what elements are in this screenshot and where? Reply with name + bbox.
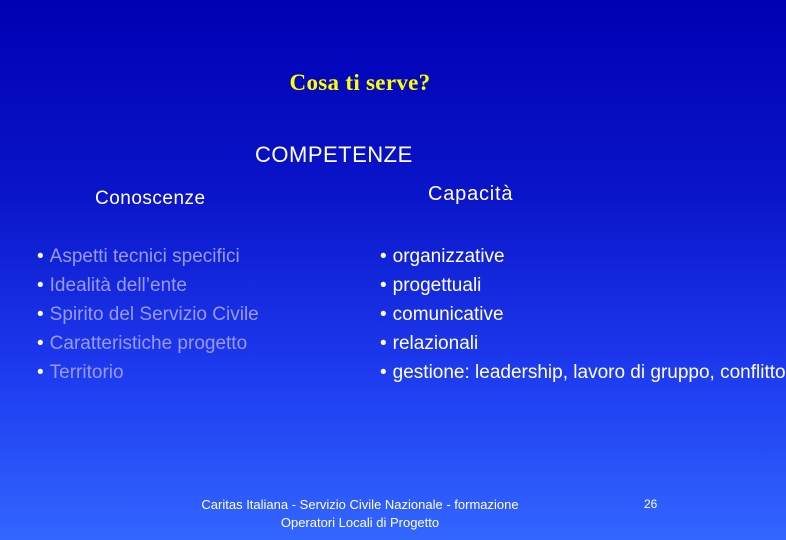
list-item: • progettuali: [380, 271, 680, 300]
page-number: 26: [644, 497, 658, 511]
conoscenze-list: [37, 242, 259, 387]
slide-title: Cosa ti serve?: [289, 70, 431, 95]
list-item: • gestione: leadership, lavoro di gruppo, conflitto: [380, 358, 680, 387]
list-item: • organizzative: [380, 242, 680, 271]
list-item: • comunicative: [380, 300, 680, 329]
list-item: • Aspetti tecnici specifici: [37, 242, 259, 271]
list-item: • Spirito del Servizio Civile: [37, 300, 259, 329]
capacita-heading: Capacità: [428, 183, 514, 205]
list-item: • Caratteristiche progetto: [37, 329, 259, 358]
slide-footer: Caritas Italiana - Servizio Civile Nazionale - formazione Operatori Locali di Progetto: [201, 497, 519, 530]
list-item: • Idealità dell’ente: [37, 271, 259, 300]
list-item: • relazionali: [380, 329, 680, 358]
competenze-heading: COMPETENZE: [255, 142, 413, 167]
capacita-list: [380, 242, 786, 387]
conoscenze-heading: Conoscenze: [95, 188, 206, 209]
list-item: • Territorio: [37, 358, 259, 387]
